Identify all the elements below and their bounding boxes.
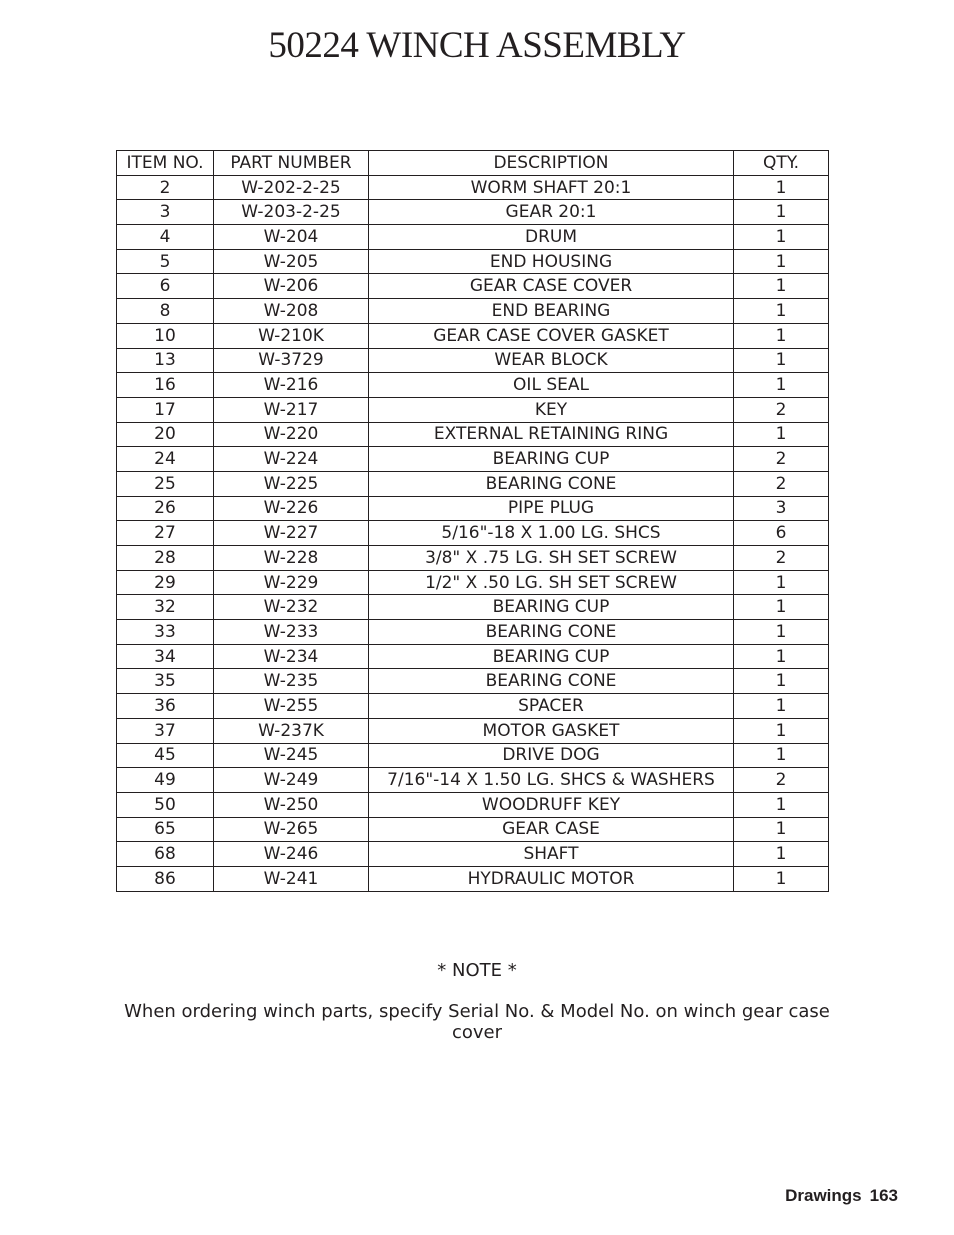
footer-page-number: 163 [869, 1186, 898, 1205]
cell-item-no: 68 [117, 842, 214, 867]
cell-part-number: W-208 [214, 299, 369, 324]
cell-qty: 1 [734, 718, 829, 743]
cell-part-number: W-237K [214, 718, 369, 743]
cell-qty: 1 [734, 595, 829, 620]
cell-description: WOODRUFF KEY [369, 792, 734, 817]
cell-part-number: W-246 [214, 842, 369, 867]
cell-description: GEAR CASE COVER [369, 274, 734, 299]
table-row [117, 768, 829, 793]
header-qty: QTY. [734, 151, 829, 176]
table-row [117, 323, 829, 348]
cell-description: GEAR 20:1 [369, 200, 734, 225]
cell-part-number: W-250 [214, 792, 369, 817]
cell-description: BEARING CONE [369, 471, 734, 496]
page-footer [785, 1185, 898, 1207]
parts-table [116, 150, 829, 892]
table-row [117, 817, 829, 842]
note-text: When ordering winch parts, specify Serial No. & Model No. on winch gear case cover [124, 1001, 830, 1043]
cell-part-number: W-226 [214, 496, 369, 521]
cell-part-number: W-233 [214, 620, 369, 645]
cell-description: 5/16"-18 X 1.00 LG. SHCS [369, 521, 734, 546]
cell-item-no: 35 [117, 669, 214, 694]
cell-qty: 1 [734, 620, 829, 645]
table-row [117, 644, 829, 669]
cell-part-number: W-210K [214, 323, 369, 348]
cell-part-number: W-234 [214, 644, 369, 669]
table-row [117, 422, 829, 447]
table-row [117, 521, 829, 546]
cell-qty: 1 [734, 792, 829, 817]
cell-qty: 1 [734, 299, 829, 324]
cell-part-number: W-3729 [214, 348, 369, 373]
cell-item-no: 86 [117, 866, 214, 891]
cell-part-number: W-204 [214, 225, 369, 250]
cell-part-number: W-229 [214, 570, 369, 595]
cell-part-number: W-232 [214, 595, 369, 620]
table-row [117, 718, 829, 743]
cell-qty: 6 [734, 521, 829, 546]
cell-item-no: 4 [117, 225, 214, 250]
cell-description: BEARING CUP [369, 644, 734, 669]
cell-qty: 3 [734, 496, 829, 521]
table-row [117, 669, 829, 694]
table-header-row [117, 151, 829, 176]
cell-item-no: 45 [117, 743, 214, 768]
cell-part-number: W-249 [214, 768, 369, 793]
cell-description: EXTERNAL RETAINING RING [369, 422, 734, 447]
cell-qty: 1 [734, 669, 829, 694]
cell-qty: 1 [734, 570, 829, 595]
cell-description: DRUM [369, 225, 734, 250]
cell-description: HYDRAULIC MOTOR [369, 866, 734, 891]
table-row [117, 175, 829, 200]
cell-description: GEAR CASE COVER GASKET [369, 323, 734, 348]
table-row [117, 694, 829, 719]
cell-part-number: W-220 [214, 422, 369, 447]
cell-item-no: 36 [117, 694, 214, 719]
cell-item-no: 10 [117, 323, 214, 348]
cell-qty: 1 [734, 348, 829, 373]
cell-description: BEARING CUP [369, 447, 734, 472]
table-row [117, 866, 829, 891]
cell-qty: 1 [734, 842, 829, 867]
table-row [117, 200, 829, 225]
cell-item-no: 8 [117, 299, 214, 324]
cell-description: GEAR CASE [369, 817, 734, 842]
cell-description: BEARING CONE [369, 620, 734, 645]
cell-part-number: W-227 [214, 521, 369, 546]
cell-description: END BEARING [369, 299, 734, 324]
table-row [117, 299, 829, 324]
table-row [117, 348, 829, 373]
cell-qty: 1 [734, 644, 829, 669]
cell-item-no: 17 [117, 397, 214, 422]
table-row [117, 743, 829, 768]
cell-part-number: W-206 [214, 274, 369, 299]
cell-description: BEARING CONE [369, 669, 734, 694]
cell-qty: 1 [734, 866, 829, 891]
cell-item-no: 20 [117, 422, 214, 447]
table-row [117, 842, 829, 867]
cell-description: 1/2" X .50 LG. SH SET SCREW [369, 570, 734, 595]
cell-part-number: W-265 [214, 817, 369, 842]
table-row [117, 546, 829, 571]
cell-item-no: 49 [117, 768, 214, 793]
table-row [117, 570, 829, 595]
header-description: DESCRIPTION [369, 151, 734, 176]
cell-item-no: 65 [117, 817, 214, 842]
table-row [117, 373, 829, 398]
note-heading: * NOTE * [437, 960, 517, 981]
header-item-no: ITEM NO. [117, 151, 214, 176]
cell-item-no: 24 [117, 447, 214, 472]
cell-description: WORM SHAFT 20:1 [369, 175, 734, 200]
cell-qty: 1 [734, 373, 829, 398]
cell-item-no: 28 [117, 546, 214, 571]
cell-description: SPACER [369, 694, 734, 719]
cell-item-no: 27 [117, 521, 214, 546]
parts-table-body [117, 175, 829, 891]
cell-qty: 2 [734, 546, 829, 571]
cell-qty: 2 [734, 447, 829, 472]
cell-item-no: 13 [117, 348, 214, 373]
cell-qty: 2 [734, 768, 829, 793]
footer-section-label: Drawings [785, 1186, 862, 1205]
cell-part-number: W-217 [214, 397, 369, 422]
table-row [117, 620, 829, 645]
cell-item-no: 29 [117, 570, 214, 595]
cell-qty: 1 [734, 249, 829, 274]
cell-qty: 1 [734, 200, 829, 225]
cell-description: KEY [369, 397, 734, 422]
cell-description: 3/8" X .75 LG. SH SET SCREW [369, 546, 734, 571]
cell-item-no: 26 [117, 496, 214, 521]
table-row [117, 397, 829, 422]
cell-item-no: 5 [117, 249, 214, 274]
table-row [117, 225, 829, 250]
cell-item-no: 32 [117, 595, 214, 620]
cell-item-no: 50 [117, 792, 214, 817]
cell-description: DRIVE DOG [369, 743, 734, 768]
cell-qty: 1 [734, 175, 829, 200]
cell-qty: 2 [734, 471, 829, 496]
table-row [117, 792, 829, 817]
cell-qty: 1 [734, 323, 829, 348]
cell-item-no: 25 [117, 471, 214, 496]
cell-qty: 1 [734, 817, 829, 842]
cell-description: MOTOR GASKET [369, 718, 734, 743]
cell-item-no: 2 [117, 175, 214, 200]
cell-item-no: 6 [117, 274, 214, 299]
cell-part-number: W-202-2-25 [214, 175, 369, 200]
cell-part-number: W-241 [214, 866, 369, 891]
cell-item-no: 3 [117, 200, 214, 225]
cell-description: WEAR BLOCK [369, 348, 734, 373]
cell-description: END HOUSING [369, 249, 734, 274]
table-row [117, 496, 829, 521]
cell-part-number: W-245 [214, 743, 369, 768]
cell-item-no: 34 [117, 644, 214, 669]
cell-part-number: W-235 [214, 669, 369, 694]
table-row [117, 447, 829, 472]
cell-part-number: W-228 [214, 546, 369, 571]
cell-description: SHAFT [369, 842, 734, 867]
cell-part-number: W-225 [214, 471, 369, 496]
cell-description: OIL SEAL [369, 373, 734, 398]
cell-description: PIPE PLUG [369, 496, 734, 521]
page-title: 50224 WINCH ASSEMBLY [268, 25, 686, 66]
cell-part-number: W-216 [214, 373, 369, 398]
cell-item-no: 37 [117, 718, 214, 743]
cell-part-number: W-205 [214, 249, 369, 274]
cell-qty: 1 [734, 743, 829, 768]
cell-item-no: 16 [117, 373, 214, 398]
table-row [117, 595, 829, 620]
header-part-number: PART NUMBER [214, 151, 369, 176]
table-row [117, 249, 829, 274]
cell-part-number: W-255 [214, 694, 369, 719]
cell-description: 7/16"-14 X 1.50 LG. SHCS & WASHERS [369, 768, 734, 793]
cell-qty: 1 [734, 274, 829, 299]
cell-qty: 2 [734, 397, 829, 422]
cell-item-no: 33 [117, 620, 214, 645]
cell-part-number: W-224 [214, 447, 369, 472]
cell-part-number: W-203-2-25 [214, 200, 369, 225]
cell-qty: 1 [734, 694, 829, 719]
cell-qty: 1 [734, 422, 829, 447]
cell-description: BEARING CUP [369, 595, 734, 620]
table-row [117, 274, 829, 299]
cell-qty: 1 [734, 225, 829, 250]
table-row [117, 471, 829, 496]
